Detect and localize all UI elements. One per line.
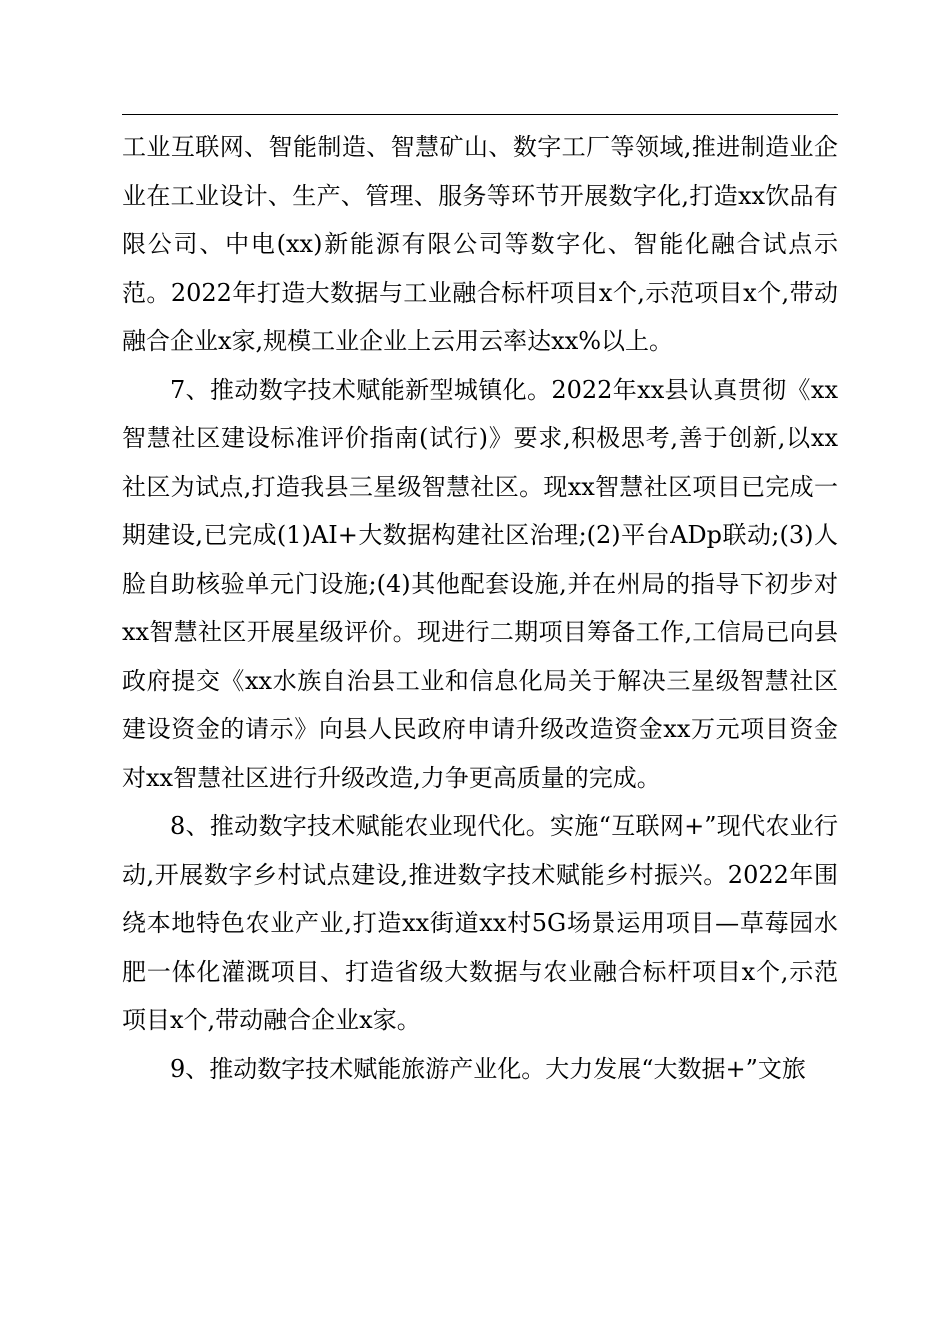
paragraph-industrial-integration: 工业互联网、智能制造、智慧矿山、数字工厂等领域,推进制造业企业在工业设计、生产、管理、服务等环节开展数字化,打造xx饮品有限公司、中电(xx)新能源有限公司等数字化、智能化融合试点示范。2022年打造大数据与工业融合标杆项目x个,示范项目x个,带动融合企业x家,规模工业企业上云用云率达xx%以上。: [122, 133, 838, 355]
document-body: [122, 123, 838, 1093]
paragraph-tourism: 9、推动数字技术赋能旅游产业化。大力发展“大数据+”文旅: [170, 1054, 806, 1083]
header-rule: [122, 114, 838, 115]
paragraph-agriculture: 8、推动数字技术赋能农业现代化。实施“互联网+”现代农业行动,开展数字乡村试点建设,推进数字技术赋能乡村振兴。2022年围绕本地特色农业产业,打造xx街道xx村5G场景运用项目—草莓园水肥一体化灌溉项目、打造省级大数据与农业融合标杆项目x个,示范项目x个,带动融合企业x家。: [122, 812, 838, 1034]
paragraph-urbanization: 7、推动数字技术赋能新型城镇化。2022年xx县认真贯彻《xx智慧社区建设标准评价指南(试行)》要求,积极思考,善于创新,以xx社区为试点,打造我县三星级智慧社区。现xx智慧社区项目已完成一期建设,已完成(1)AI+大数据构建社区治理;(2)平台ADp联动;(3)人脸自助核验单元门设施;(4)其他配套设施,并在州局的指导下初步对xx智慧社区开展星级评价。现进行二期项目筹备工作,工信局已向县政府提交《xx水族自治县工业和信息化局关于解决三星级智慧社区建设资金的请示》向县人民政府申请升级改造资金xx万元项目资金对xx智慧社区进行升级改造,力争更高质量的完成。: [122, 375, 838, 792]
